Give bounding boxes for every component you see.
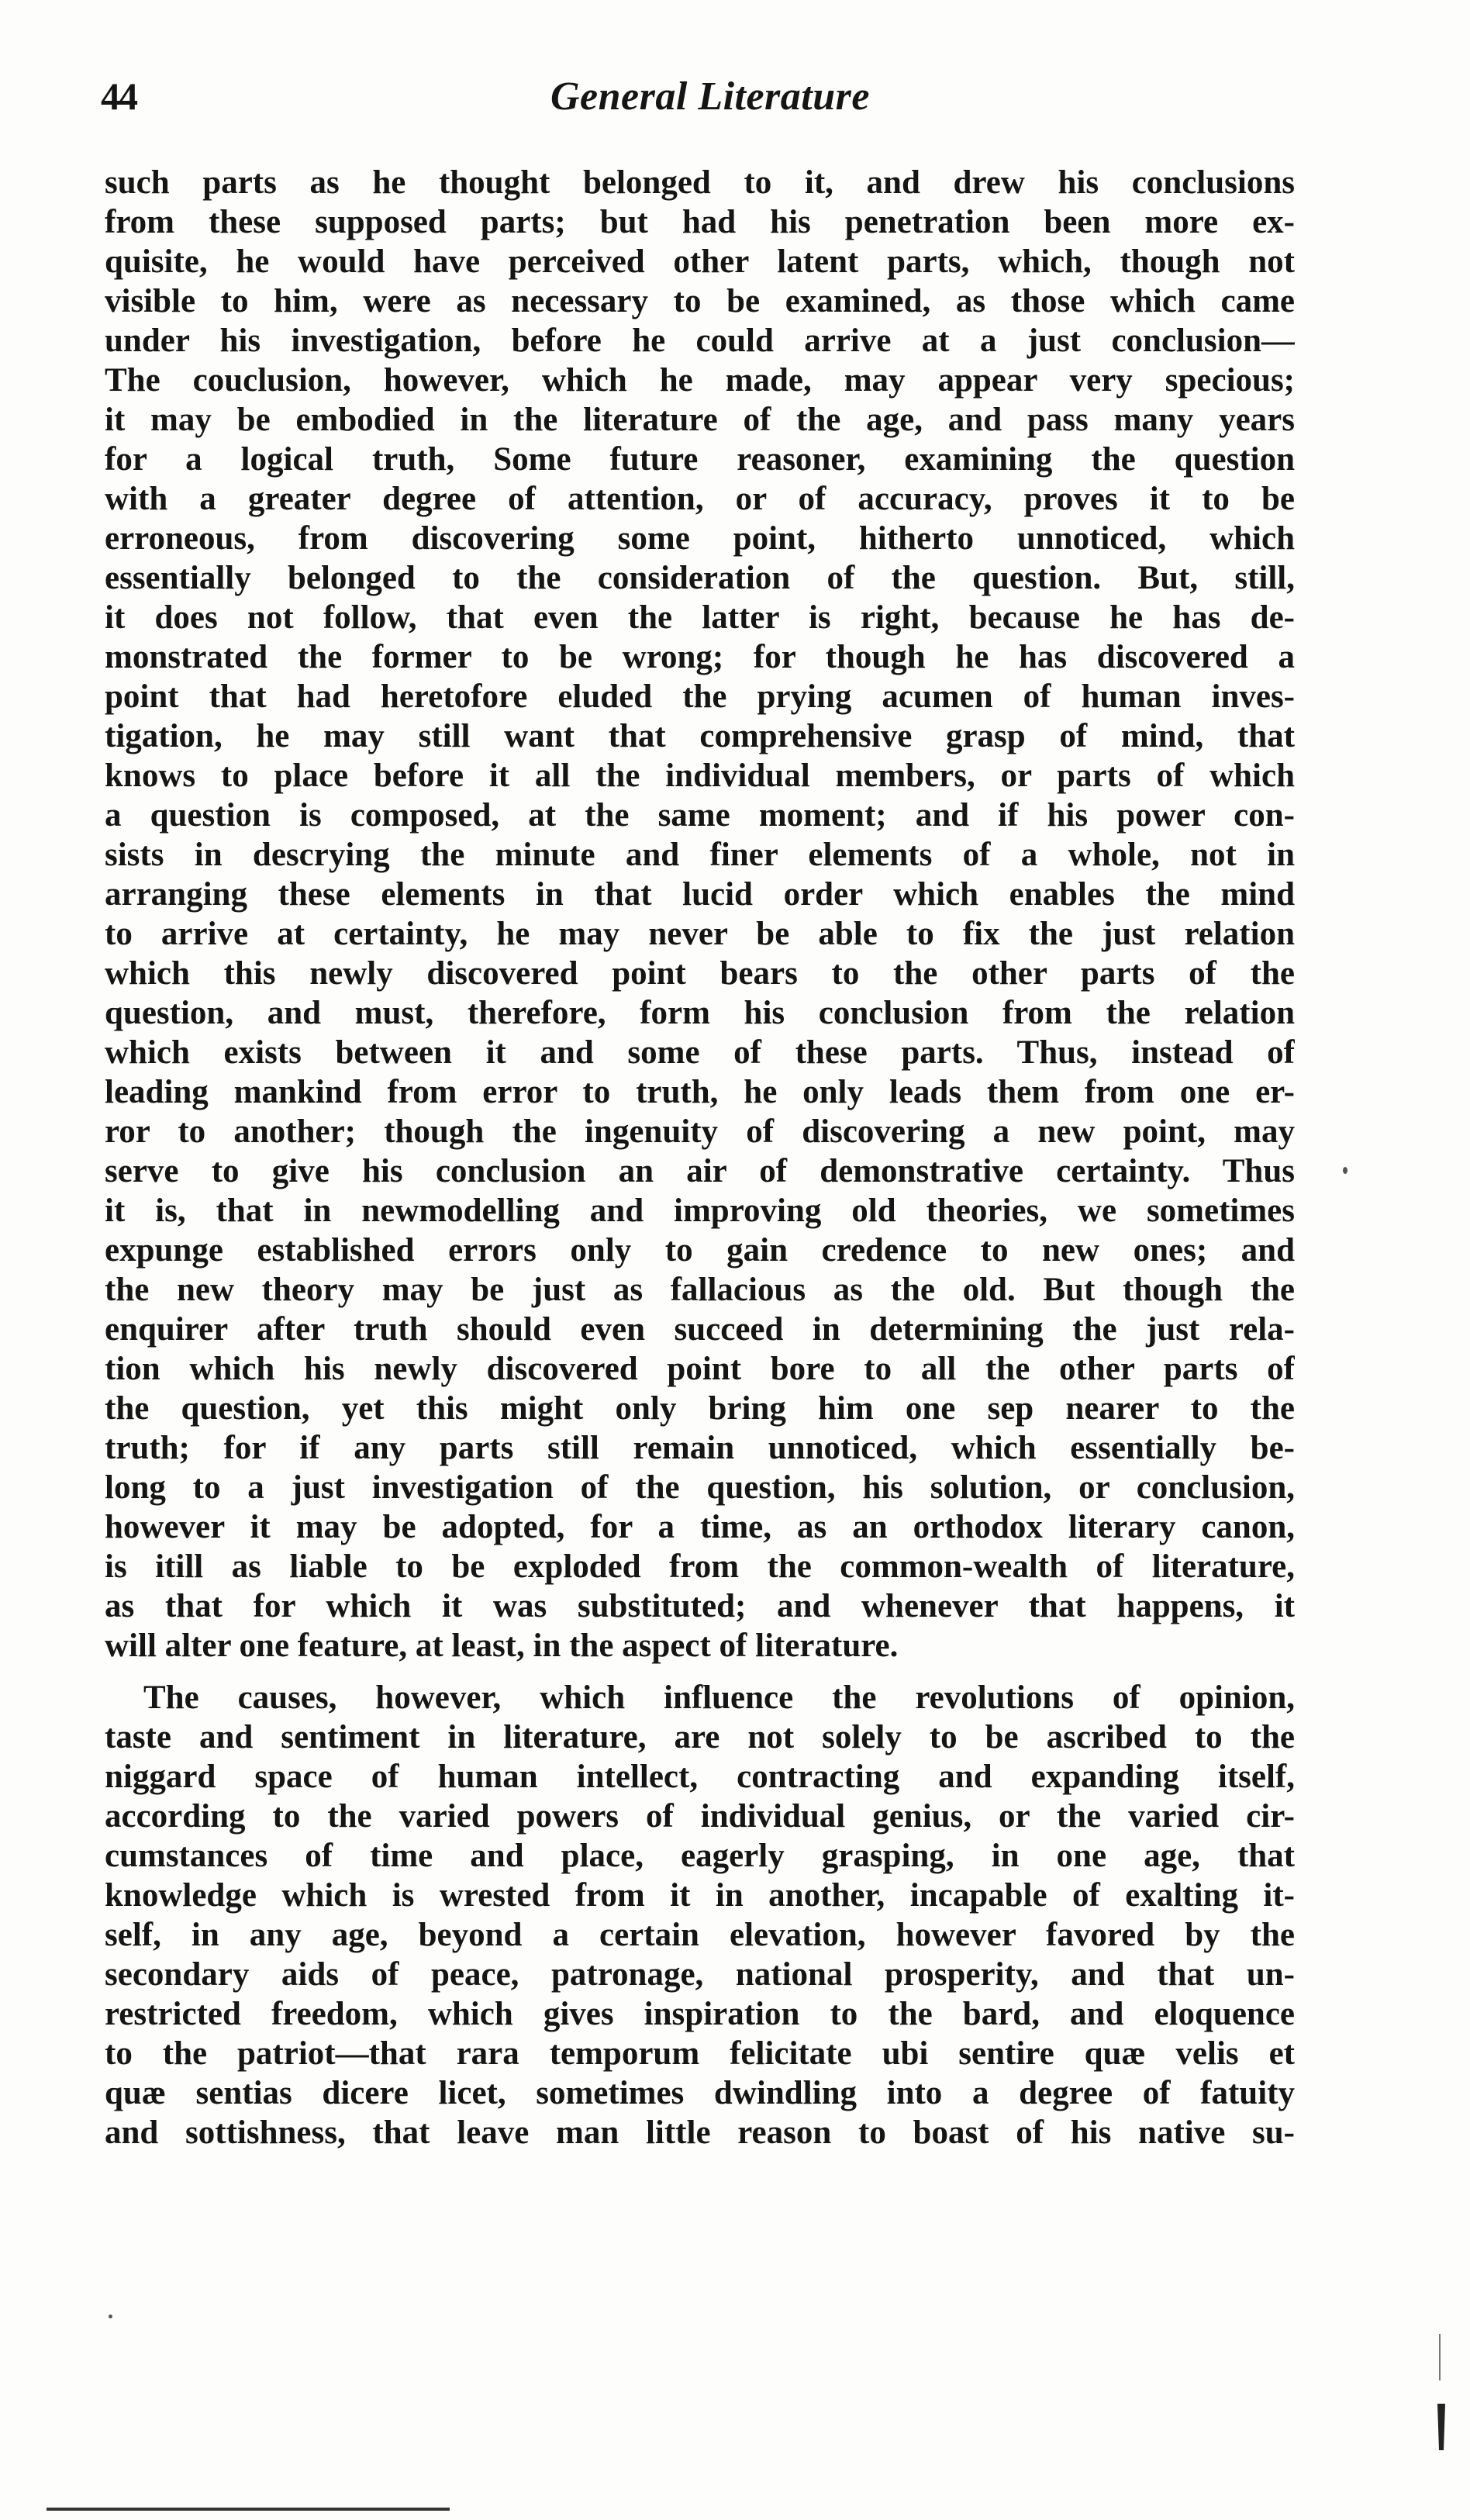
running-head: General Literature (550, 74, 870, 119)
text-line: visible to him, were as necessary to be examined, as those which came (105, 283, 1295, 319)
text-line: which this newly discovered point bears to the other parts of the (105, 955, 1295, 992)
text-line: a question is composed, at the same moment; and if his power con- (105, 797, 1295, 834)
text-line: serve to give his conclusion an air of demonstrative certainty. Thus (105, 1153, 1295, 1189)
text-line: tigation, he may still want that comprehensive grasp of mind, that (105, 718, 1295, 754)
text-line: erroneous, from discovering some point, hitherto unnoticed, which (105, 520, 1295, 557)
paragraph-1 (105, 163, 1295, 1666)
text-line: knows to place before it all the individual members, or parts of which (105, 758, 1295, 794)
text-line: it may be embodied in the literature of the age, and pass many years (105, 402, 1295, 438)
body-text (105, 163, 1295, 2152)
text-line: taste and sentiment in literature, are not solely to be ascribed to the (105, 1719, 1295, 1755)
text-line: The causes, however, which influence the revolutions of opinion, (143, 1679, 1295, 1716)
text-line: which exists between it and some of these parts. Thus, instead of (105, 1034, 1295, 1071)
text-line: sists in descrying the minute and finer elements of a whole, not in (105, 837, 1295, 873)
text-line: will alter one feature, at least, in the aspect of literature. (105, 1628, 899, 1664)
text-line: leading mankind from error to truth, he only leads them from one er- (105, 1074, 1295, 1110)
text-line: point that had heretofore eluded the prying acumen of human inves- (105, 678, 1295, 715)
text-line: truth; for if any parts still remain unnoticed, which essentially be- (105, 1430, 1295, 1466)
text-line: according to the varied powers of individual genius, or the varied cir- (105, 1798, 1295, 1835)
text-line: under his investigation, before he could arrive at a just conclusion— (105, 323, 1295, 359)
binding-edge-mark (1434, 2334, 1448, 2450)
text-line: long to a just investigation of the question, his solution, or conclusion, (105, 1469, 1295, 1506)
text-line: secondary aids of peace, patronage, national prosperity, and that un- (105, 1956, 1295, 1993)
text-line: The couclusion, however, which he made, may appear very specious; (105, 362, 1295, 399)
text-line: quisite, he would have perceived other latent parts, which, though not (105, 243, 1295, 280)
text-line: expunge established errors only to gain credence to new ones; and (105, 1232, 1295, 1269)
text-line: self, in any age, beyond a certain elevation, however favored by the (105, 1917, 1295, 1953)
text-line: for a logical truth, Some future reasoner, examining the question (105, 441, 1295, 478)
text-line: such parts as he thought belonged to it, and drew his conclusions (105, 164, 1295, 201)
text-line: niggard space of human intellect, contracting and expanding itself, (105, 1759, 1295, 1795)
text-line: restricted freedom, which gives inspiration to the bard, and eloquence (105, 1996, 1295, 2032)
text-line: as that for which it was substituted; and whenever that happens, it (105, 1588, 1295, 1624)
text-line: it is, that in newmodelling and improving old theories, we sometimes (105, 1193, 1295, 1229)
text-line: question, and must, therefore, form his conclusion from the relation (105, 995, 1295, 1031)
text-line: knowledge which is wrested from it in another, incapable of exalting it- (105, 1877, 1295, 1914)
text-line: the question, yet this might only bring him one sep nearer to the (105, 1390, 1295, 1427)
bottom-rule (47, 2508, 450, 2511)
ink-speck (109, 2315, 112, 2318)
text-line: tion which his newly discovered point bore to all the other parts of (105, 1351, 1295, 1387)
page-number: 44 (101, 74, 136, 118)
page-header (101, 74, 1310, 136)
text-line: the new theory may be just as fallacious as the old. But though the (105, 1272, 1295, 1308)
text-line: arranging these elements in that lucid order which enables the mind (105, 876, 1295, 913)
text-line: is itill as liable to be exploded from the common-wealth of literature, (105, 1548, 1295, 1585)
text-line: ror to another; though the ingenuity of discovering a new point, may (105, 1113, 1295, 1150)
paragraph-gap (105, 1666, 1295, 1678)
text-line: to arrive at certainty, he may never be able to fix the just relation (105, 916, 1295, 952)
text-line: with a greater degree of attention, or of accuracy, proves it to be (105, 481, 1295, 517)
text-line: from these supposed parts; but had his penetration been more ex- (105, 204, 1295, 240)
text-line: it does not follow, that even the latter is right, because he has de- (105, 599, 1295, 636)
text-line: essentially belonged to the consideration of the question. But, still, (105, 560, 1295, 596)
text-line: quæ sentias dicere licet, sometimes dwindling into a degree of fatuity (105, 2075, 1295, 2111)
text-line: to the patriot—that rara temporum felicitate ubi sentire quæ velis et (105, 2035, 1295, 2072)
text-line: and sottishness, that leave man little reason to boast of his native su- (105, 2114, 1295, 2151)
text-line: cumstances of time and place, eagerly grasping, in one age, that (105, 1838, 1295, 1874)
ink-speck (1343, 1167, 1348, 1174)
text-line: enquirer after truth should even succeed in determining the just rela- (105, 1311, 1295, 1348)
text-line: however it may be adopted, for a time, as an orthodox literary canon, (105, 1509, 1295, 1545)
text-line: monstrated the former to be wrong; for though he has discovered a (105, 639, 1295, 675)
paragraph-2 (105, 1678, 1295, 2152)
